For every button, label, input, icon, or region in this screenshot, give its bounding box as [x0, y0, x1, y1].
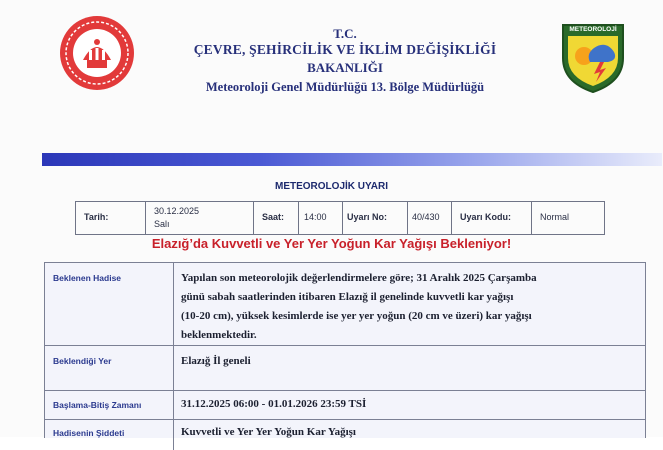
- table-row: [45, 420, 645, 450]
- ministry-emblem-icon: [58, 14, 136, 92]
- table-row: [45, 346, 645, 391]
- row-content-expected-event: [181, 269, 635, 345]
- event-line-3: (10-20 cm), yüksek kesimlerde ise yer yer yoğun (20 cm ve üzeri) kar yağışı: [181, 310, 532, 322]
- location-line: Elazığ İl geneli: [181, 355, 251, 367]
- time-label: Saat:: [262, 212, 285, 222]
- row-label-location: Beklendiği Yer: [53, 356, 112, 366]
- date-value: 30.12.2025: [154, 206, 200, 216]
- event-line-4: beklenmektedir.: [181, 329, 257, 341]
- number-label: Uyarı No:: [347, 212, 388, 222]
- date-value-cell: [146, 202, 254, 234]
- severity-line: Kuvvetli ve Yer Yer Yoğun Kar Yağışı: [181, 426, 356, 438]
- number-value: 40/430: [412, 212, 440, 222]
- header-ministry: ÇEVRE, ŞEHİRCİLİK VE İKLİM DEĞİŞİKLİĞİ: [193, 42, 497, 57]
- row-label-cell: [45, 420, 174, 450]
- row-content-time-range: [181, 395, 635, 414]
- row-label-cell: [45, 346, 174, 390]
- row-label-time-range: Başlama-Bitiş Zamanı: [53, 400, 142, 410]
- date-label-cell: [76, 202, 146, 234]
- row-content-location: [181, 352, 635, 371]
- row-label-severity: Hadisenin Şiddeti: [53, 428, 125, 438]
- warning-info-table: [75, 201, 605, 235]
- date-label: Tarih:: [84, 212, 109, 222]
- code-label: Uyarı Kodu:: [460, 212, 512, 222]
- warning-detail-table: [44, 262, 646, 438]
- date-day: Salı: [154, 219, 170, 229]
- time-value: 14:00: [304, 212, 327, 222]
- row-label-expected-event: Beklenen Hadise: [53, 273, 122, 283]
- header-ministry-line2: BAKANLIĞI: [307, 60, 383, 75]
- header-tc: T.C.: [333, 26, 357, 41]
- row-label-cell: [45, 391, 174, 419]
- table-row: [45, 391, 645, 420]
- number-value-cell: [408, 202, 452, 234]
- number-label-cell: [343, 202, 408, 234]
- row-label-cell: [45, 263, 174, 345]
- event-line-2: günü sabah saatlerinden itibaren Elazığ il genelinde kuvvetli kar yağışı: [181, 291, 514, 303]
- code-label-cell: [452, 202, 532, 234]
- header-directorate: Meteoroloji Genel Müdürlüğü 13. Bölge Müdürlüğü: [205, 80, 485, 94]
- time-label-cell: [254, 202, 299, 234]
- code-value-cell: [532, 202, 604, 234]
- table-row: [45, 263, 645, 346]
- event-line-1: Yapılan son meteorolojik değerlendirmelere göre; 31 Aralık 2025 Çarşamba: [181, 272, 537, 284]
- meteorology-logo-text: METEOROLOJİ: [569, 26, 617, 33]
- header-gradient-band: [42, 153, 662, 166]
- code-value: Normal: [540, 212, 570, 222]
- time-range-line: 31.12.2025 06:00 - 01.01.2026 23:59 TSİ: [181, 398, 367, 410]
- warning-title: METEOROLOJİK UYARI: [275, 181, 388, 192]
- row-content-severity: [181, 423, 635, 442]
- time-value-cell: [299, 202, 343, 234]
- warning-headline: Elazığ’da Kuvvetli ve Yer Yer Yoğun Kar Yağışı Bekleniyor!: [151, 236, 512, 251]
